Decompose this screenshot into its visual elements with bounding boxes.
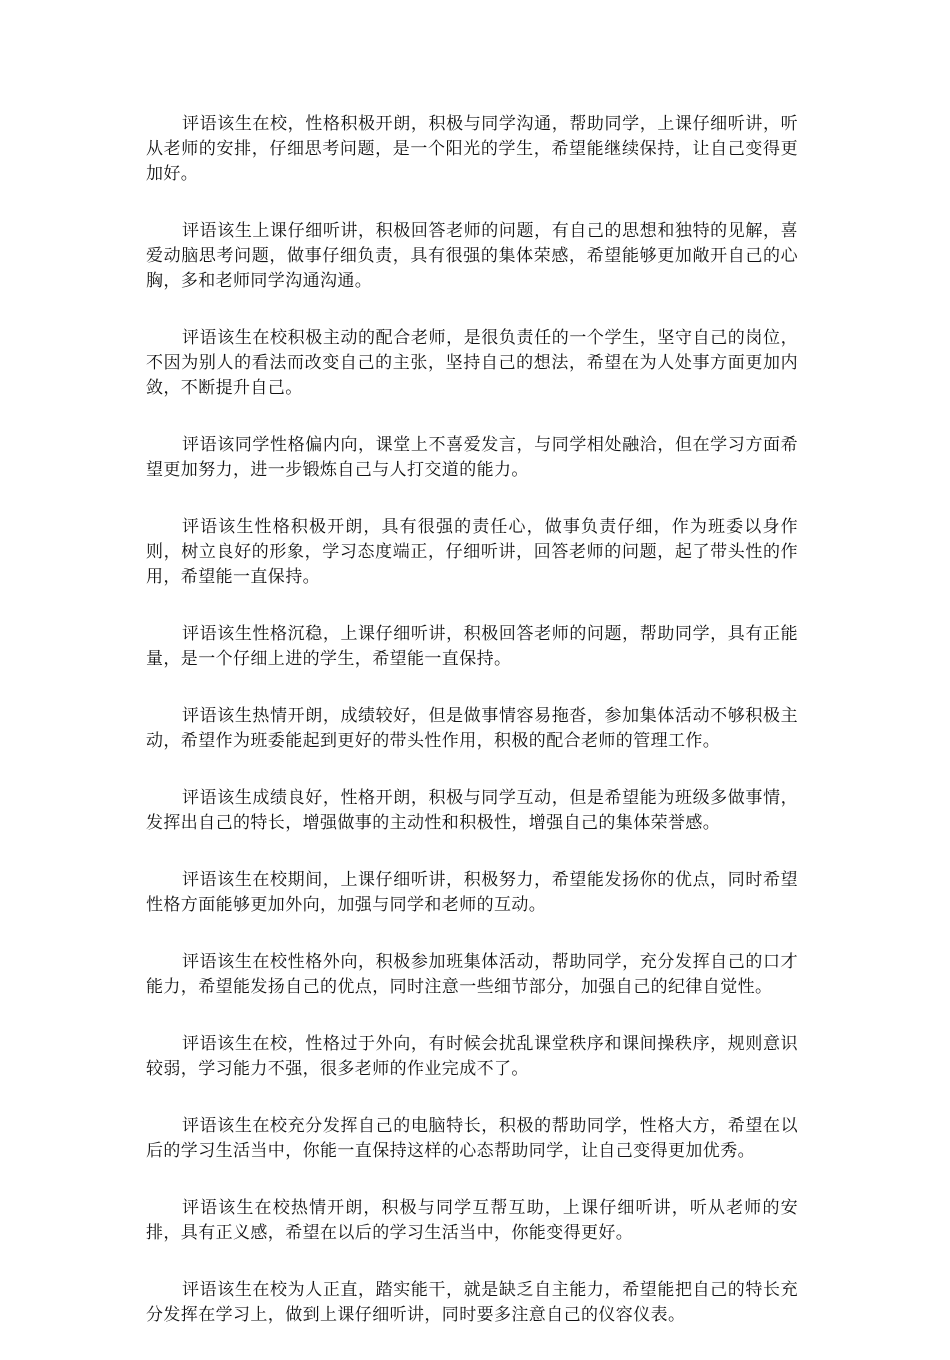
comment-paragraph: 评语该生在校热情开朗，积极与同学互帮互助，上课仔细听讲，听从老师的安排，具有正义感，希望在以后的学习生活当中，你能变得更好。: [146, 1198, 798, 1243]
comment-paragraph: 评语该生在校，性格过于外向，有时候会扰乱课堂秩序和课间操秩序，规则意识较弱，学习能力不强，很多老师的作业完成不了。: [146, 1034, 798, 1079]
comment-paragraph: 评语该生在校积极主动的配合老师，是很负责任的一个学生，坚守自己的岗位，不因为别人的看法而改变自己的主张，坚持自己的想法，希望在为人处事方面更加内敛，不断提升自己。: [146, 328, 798, 398]
comment-paragraph: 评语该生性格积极开朗，具有很强的责任心，做事负责仔细，作为班委以身作则，树立良好的形象，学习态度端正，仔细听讲，回答老师的问题，起了带头性的作用，希望能一直保持。: [146, 517, 798, 587]
comment-paragraph: 评语该生热情开朗，成绩较好，但是做事情容易拖沓，参加集体活动不够积极主动，希望作为班委能起到更好的带头性作用，积极的配合老师的管理工作。: [146, 706, 798, 751]
comment-paragraph: 评语该同学性格偏内向，课堂上不喜爱发言，与同学相处融洽，但在学习方面希望更加努力，进一步锻炼自己与人打交道的能力。: [146, 435, 798, 480]
document-body: [146, 112, 798, 1360]
comment-paragraph: 评语该生在校性格外向，积极参加班集体活动，帮助同学，充分发挥自己的口才能力，希望能发扬自己的优点，同时注意一些细节部分，加强自己的纪律自觉性。: [146, 952, 798, 997]
comment-paragraph: 评语该生在校为人正直，踏实能干，就是缺乏自主能力，希望能把自己的特长充分发挥在学习上，做到上课仔细听讲，同时要多注意自己的仪容仪表。: [146, 1280, 798, 1325]
comment-paragraph: 评语该生在校，性格积极开朗，积极与同学沟通，帮助同学，上课仔细听讲，听从老师的安排，仔细思考问题，是一个阳光的学生，希望能继续保持，让自己变得更加好。: [146, 114, 798, 184]
comment-paragraph: 评语该生性格沉稳，上课仔细听讲，积极回答老师的问题，帮助同学，具有正能量，是一个仔细上进的学生，希望能一直保持。: [146, 624, 798, 669]
comment-paragraph: 评语该生成绩良好，性格开朗，积极与同学互动，但是希望能为班级多做事情，发挥出自己的特长，增强做事的主动性和积极性，增强自己的集体荣誉感。: [146, 788, 798, 833]
comment-paragraph: 评语该生在校期间，上课仔细听讲，积极努力，希望能发扬你的优点，同时希望性格方面能够更加外向，加强与同学和老师的互动。: [146, 870, 798, 915]
comment-paragraph: 评语该生在校充分发挥自己的电脑特长，积极的帮助同学，性格大方，希望在以后的学习生活当中，你能一直保持这样的心态帮助同学，让自己变得更加优秀。: [146, 1116, 798, 1161]
comment-paragraph: 评语该生上课仔细听讲，积极回答老师的问题，有自己的思想和独特的见解，喜爱动脑思考问题，做事仔细负责，具有很强的集体荣感，希望能够更加敞开自己的心胸，多和老师同学沟通沟通。: [146, 221, 798, 291]
